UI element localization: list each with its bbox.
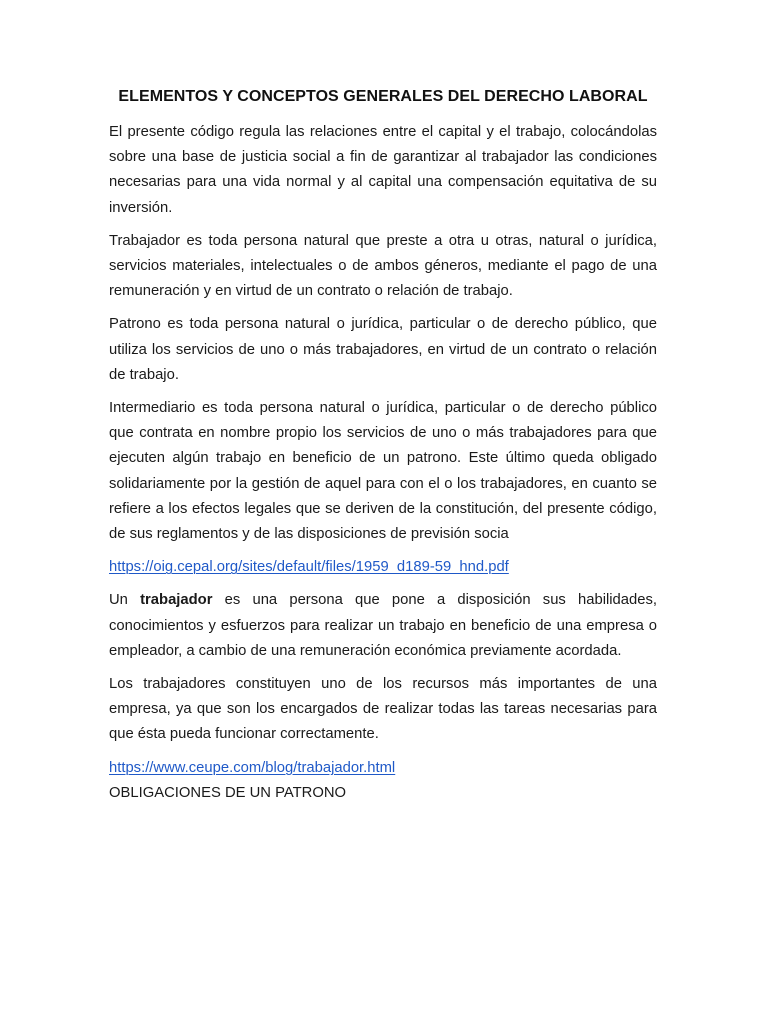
- paragraph-worker-description: [109, 588, 657, 664]
- section-heading-employer-obligations: OBLIGACIONES DE UN PATRONO: [109, 784, 347, 801]
- document-title: ELEMENTOS Y CONCEPTOS GENERALES DEL DERECHO LABORAL: [118, 88, 648, 105]
- worker-bold-term: trabajador: [140, 592, 213, 609]
- paragraph-workers-resources: Los trabajadores constituyen uno de los recursos más importantes de una empresa, ya que son los encargados de realizar todas las tareas necesarias para que ésta pueda funcionar correctamente.: [109, 676, 657, 743]
- source-link-cepal[interactable]: https://oig.cepal.org/sites/default/files/1959_d189-59_hnd.pdf: [109, 559, 509, 576]
- worker-paragraph-suffix: es una persona que pone a disposición sus habilidades, conocimientos y esfuerzos para realizar un trabajo en beneficio de una empresa o empleador, a cambio de una remuneración económica previamente acordada.: [109, 592, 657, 659]
- paragraph-intermediary-definition: Intermediario es toda persona natural o jurídica, particular o de derecho público que contrata en nombre propio los servicios de uno o más trabajadores para que ejecuten algún trabajo en beneficio de un patrono. Este último queda obligado solidariamente por la gestión de aquel para con el o los trabajadores, en cuanto se refiere a los efectos legales que se deriven de la constitución, del presente código, de sus reglamentos y de las disposiciones de previsión socia: [109, 400, 657, 543]
- paragraph-employer-definition: Patrono es toda persona natural o jurídica, particular o de derecho público, que utiliza los servicios de uno o más trabajadores, en virtud de un contrato o relación de trabajo.: [109, 316, 657, 383]
- paragraph-code-scope: El presente código regula las relaciones entre el capital y el trabajo, colocándolas sobre una base de justicia social a fin de garantizar al trabajador las condiciones necesarias para una vida normal y al capital una compensación equitativa de su inversión.: [109, 124, 657, 216]
- document-body: [109, 82, 657, 806]
- paragraph-worker-definition: Trabajador es toda persona natural que preste a otra u otras, natural o jurídica, servicios materiales, intelectuales o de ambos géneros, mediante el pago de una remuneración y en virtud de un contrato o relación de trabajo.: [109, 232, 657, 300]
- worker-paragraph-prefix: Un: [109, 592, 141, 609]
- source-link-ceupe[interactable]: https://www.ceupe.com/blog/trabajador.html: [109, 759, 396, 776]
